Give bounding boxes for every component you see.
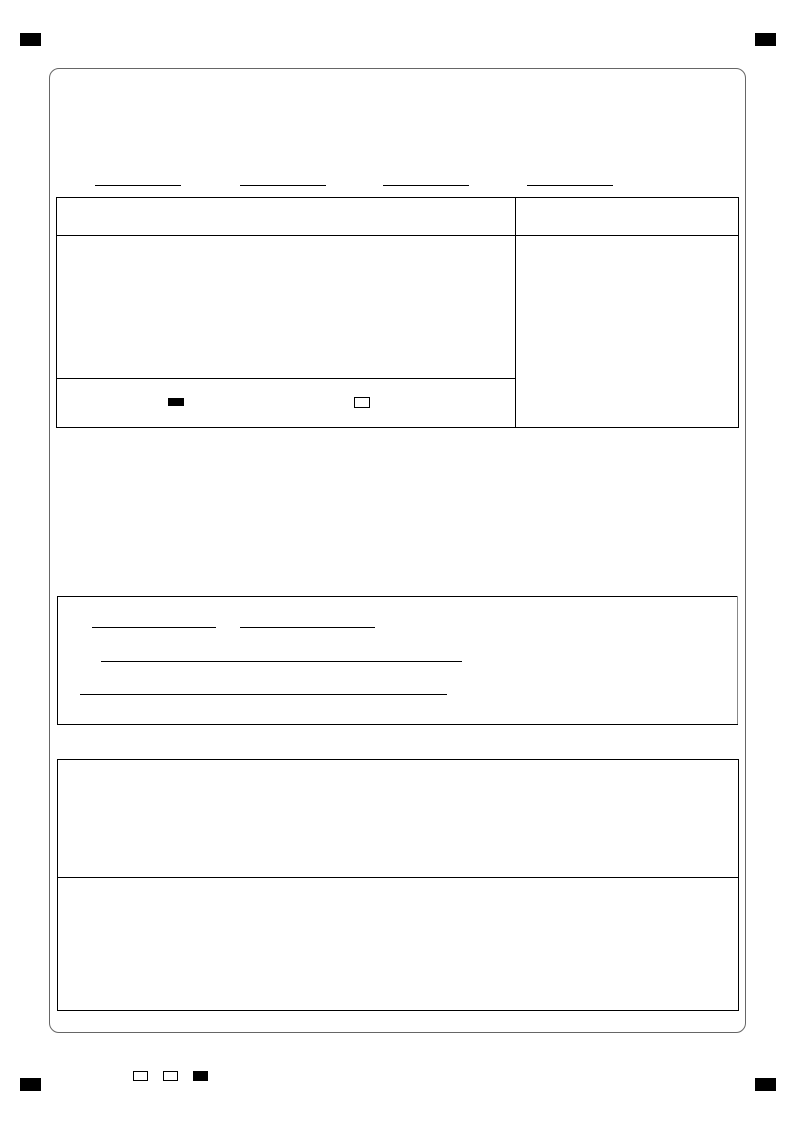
solution-divider	[57, 877, 738, 878]
table-divider	[56, 235, 738, 236]
seat-field[interactable]	[527, 185, 613, 186]
fill-blank-right-edge	[737, 596, 738, 724]
footer-box-2	[163, 1071, 178, 1081]
q14-blank-2[interactable]	[80, 694, 447, 695]
footer-box-1	[133, 1071, 148, 1081]
qr-code-icon	[59, 1041, 119, 1101]
q15-1-answer-area[interactable]	[58, 790, 736, 876]
corner-mark-bottom-right	[755, 1078, 776, 1091]
notice-divider	[56, 378, 516, 379]
corner-mark-top-right	[755, 33, 776, 46]
q14-blank-1[interactable]	[101, 661, 462, 662]
corner-mark-bottom-left	[20, 1078, 41, 1091]
q13-blank-1[interactable]	[92, 627, 216, 628]
notice-table	[56, 197, 739, 428]
footer-filled-box	[193, 1071, 208, 1081]
name-field[interactable]	[95, 185, 181, 186]
table-vdivider	[515, 197, 516, 427]
school-field[interactable]	[240, 185, 326, 186]
class-field[interactable]	[383, 185, 469, 186]
absent-mark-box[interactable]	[354, 397, 370, 408]
corner-mark-top-left	[20, 33, 41, 46]
q13-blank-2[interactable]	[240, 627, 375, 628]
correct-fill-sample	[168, 398, 184, 406]
q15-2-answer-area[interactable]	[58, 910, 736, 1008]
